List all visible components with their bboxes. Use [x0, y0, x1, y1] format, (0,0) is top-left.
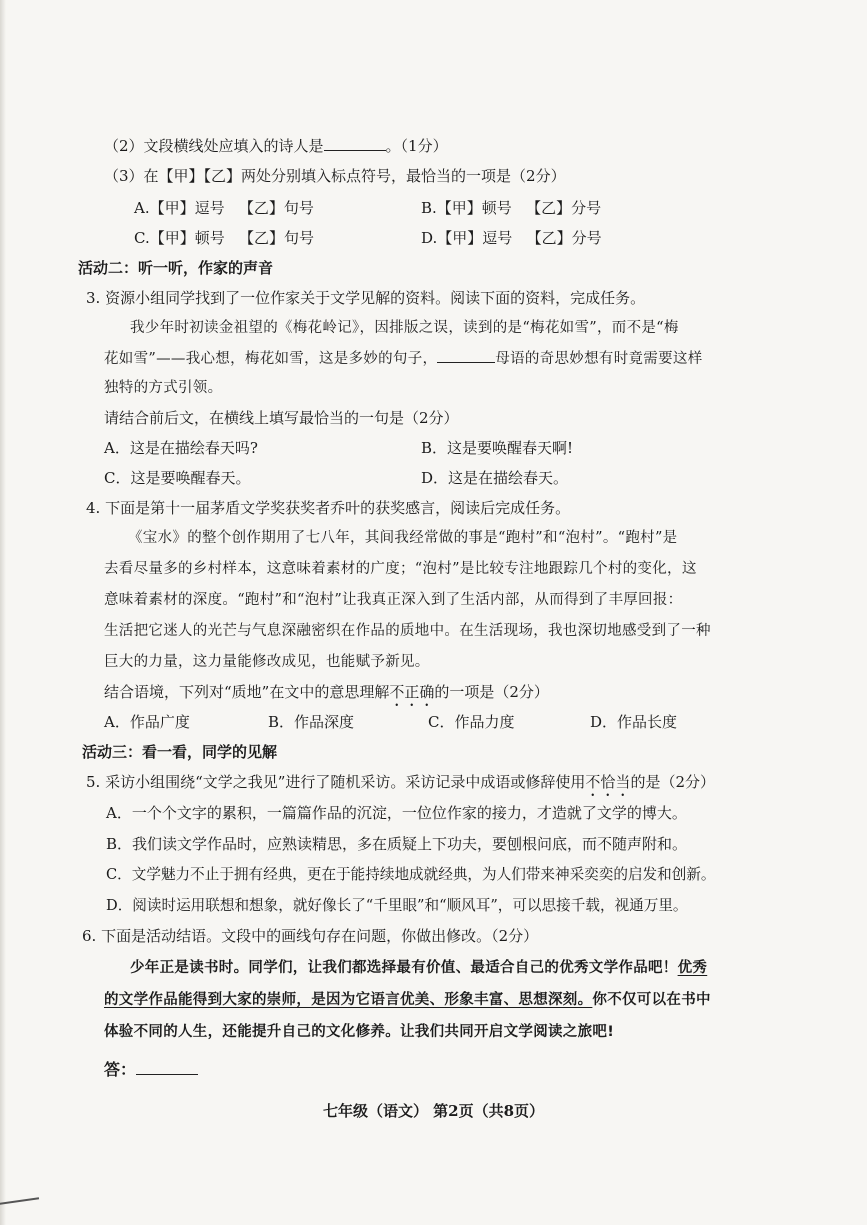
q4-para-line4: 生活把它迷人的光芒与气息深融密织在作品的质地中。在生活现场，我也深切地感受到了一种 [104, 623, 711, 639]
q6-line2 [104, 990, 711, 1010]
q2-line [104, 136, 448, 156]
stem-text: 5. 采访小组围绕“文学之我见”进行了随机采访。采访记录中成语或修辞使用 [86, 773, 586, 791]
q5-option-d[interactable]: D．阅读时运用联想和想象，就好像长了“千里眼”和“顺风耳”，可以思接千载，视通万里。 [106, 897, 688, 914]
answer-blank[interactable] [136, 1060, 198, 1075]
q3-prompt: 请结合前后文，在横线上填写最恰当的一句是（2分） [104, 409, 459, 427]
passage-text: 少年正是读书时。同学们，让我们都选择最有价值、最适合自己的优秀文学作品吧！ [130, 960, 678, 976]
q3sub-option-a[interactable] [134, 198, 314, 218]
q6-stem: 6. 下面是活动结语。文段中的画线句存在问题，你做出修改。（2分） [82, 927, 539, 945]
underlined-text: 优秀 [677, 960, 708, 976]
q3sub-option-b[interactable] [421, 198, 601, 218]
passage-text: 你不仅可以在书中 [592, 992, 711, 1008]
quote-text: 母语的奇思妙想有时竟需要这样 [495, 351, 703, 367]
q3-option-a[interactable]: A．这是在描绘春天吗? [104, 439, 258, 457]
q2-text: （2）文段横线处应填入的诗人是 [104, 137, 324, 155]
q4-para-line2: 去看尽量多的乡村样本，这意味着素材的广度；“泡村”是比较专注地跟踪几个村的变化，这 [104, 561, 697, 577]
q4-option-c[interactable]: C．作品力度 [428, 713, 515, 731]
q3sub-option-c[interactable] [134, 228, 314, 248]
activity3-heading: 活动三：看一看，同学的见解 [82, 743, 278, 761]
q4-option-a[interactable]: A．作品广度 [104, 713, 190, 731]
option-label: D.【甲】逗号 [421, 229, 513, 247]
q4-option-b[interactable]: B．作品深度 [268, 713, 355, 731]
q3-quote-line2 [104, 348, 703, 369]
option-second: 【乙】分号 [526, 229, 602, 247]
q6-answer [104, 1060, 198, 1080]
prompt-text: 结合语境，下列对“质地”在文中的意思理解 [104, 683, 390, 701]
q2-blank[interactable] [324, 136, 386, 151]
q3-option-c[interactable]: C．这是要唤醒春天。 [104, 469, 251, 487]
option-second: 【乙】句号 [238, 199, 314, 217]
scan-mark [0, 1197, 41, 1216]
quote-text: 花如雪”——我心想，梅花如雪，这是多妙的句子， [104, 351, 438, 367]
option-second: 【乙】句号 [239, 229, 315, 247]
q4-para-line1: 《宝水》的整个创作期用了七八年，其间我经常做的事是“跑村”和“泡村”。“跑村”是 [128, 530, 678, 546]
q5-stem [86, 772, 715, 800]
q4-prompt [104, 682, 549, 710]
q3-option-b[interactable]: B．这是要唤醒春天啊! [421, 439, 574, 457]
q4-stem: 4. 下面是第十一届茅盾文学奖获奖者乔叶的获奖感言，阅读后完成任务。 [86, 499, 571, 517]
stem-text: 的是（2分） [630, 773, 715, 791]
q6-line3: 体验不同的人生，还能提升自己的文化修养。让我们共同开启文学阅读之旅吧! [104, 1024, 615, 1040]
q5-option-a[interactable]: A．一个个文字的累积，一篇篇作品的沉淀，一位位作家的接力，才造就了文学的博大。 [106, 804, 687, 822]
q4-option-d[interactable]: D．作品长度 [590, 713, 678, 731]
page-footer: 七年级（语文） 第2页（共8页） [322, 1102, 545, 1120]
q3sub-stem: （3）在【甲】【乙】两处分别填入标点符号，最恰当的一项是（2分） [104, 167, 566, 185]
q3-quote-line3: 独特的方式引领。 [104, 380, 223, 396]
activity2-heading: 活动二：听一听，作家的声音 [78, 259, 274, 277]
q2-score: 。（1分） [385, 137, 448, 155]
option-label: A.【甲】逗号 [134, 199, 225, 217]
option-second: 【乙】分号 [526, 199, 602, 217]
option-label: B.【甲】顿号 [421, 199, 512, 217]
emphasis-text: 不恰当 [585, 773, 631, 791]
q4-para-line3: 意味着素材的深度。“跑村”和“泡村”让我真正深入到了生活内部，从而得到了丰厚回报： [104, 592, 683, 608]
q5-option-b[interactable]: B．我们读文学作品时，应熟读精思，多在质疑上下功夫，要刨根问底，而不随声附和。 [106, 835, 688, 853]
underlined-text: 的文学作品能得到大家的崇师，是因为它语言优美、形象丰富、思想深刻。 [104, 992, 593, 1008]
option-label: C.【甲】顿号 [134, 229, 225, 247]
q3-blank[interactable] [437, 348, 495, 363]
scan-edge [0, 0, 6, 1225]
q5-option-c[interactable]: C．文学魅力不止于拥有经典，更在于能持续地成就经典，为人们带来神采奕奕的启发和创新。 [106, 866, 716, 883]
q4-para-line5: 巨大的力量，这力量能修改成见，也能赋予新见。 [104, 654, 430, 670]
q3-stem: 3. 资源小组同学找到了一位作家关于文学见解的资料。阅读下面的资料，完成任务。 [86, 289, 646, 307]
emphasis-text: 不正确 [389, 683, 435, 701]
prompt-text: 的一项是（2分） [434, 683, 549, 701]
q3sub-option-d[interactable] [421, 228, 602, 248]
q3-quote-line1: 我少年时初读金祖望的《梅花岭记》，因排版之误，读到的是“梅花如雪”，而不是“梅 [130, 320, 679, 336]
answer-label: 答： [104, 1060, 137, 1079]
q3-option-d[interactable]: D．这是在描绘春天。 [421, 469, 569, 487]
q6-line1 [130, 958, 707, 978]
